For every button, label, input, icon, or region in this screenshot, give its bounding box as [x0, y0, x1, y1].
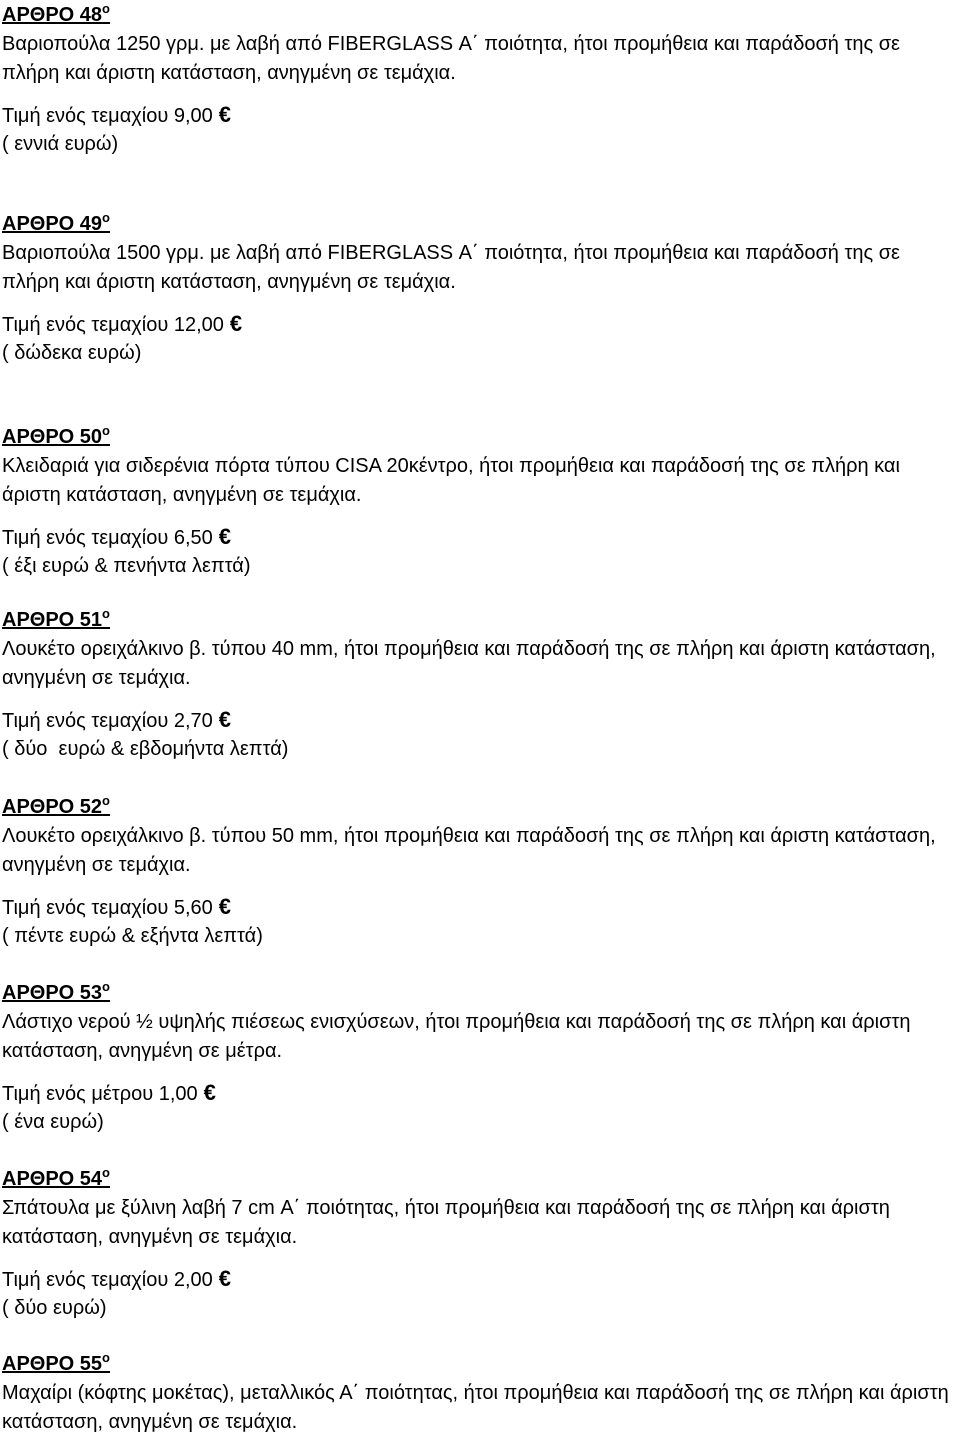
article-description: Λάστιχο νερού ½ υψηλής πιέσεως ενισχύσεων, ήτοι προμήθεια και παράδοσή της σε πλήρη και άριστη κατάσταση, ανηγμένη σε μέτρα. [2, 1011, 911, 1062]
article-description: Λουκέτο ορειχάλκινο β. τύπου 50 mm, ήτοι προμήθεια και παράδοσή της σε πλήρη και άριστη κατάσταση, ανηγμένη σε τεμάχια. [2, 825, 936, 876]
price-in-words: ( πέντε ευρώ & εξήντα λεπτά) [2, 925, 263, 947]
price-in-words: ( δώδεκα ευρώ) [2, 342, 142, 364]
price-line [2, 707, 958, 736]
price-line [2, 1266, 958, 1295]
ordinal-superscript: ο [102, 210, 110, 225]
euro-icon: € [218, 707, 231, 732]
article-50 [2, 424, 958, 580]
price-line [2, 1080, 958, 1109]
article-54 [2, 1166, 958, 1322]
euro-icon: € [218, 102, 231, 127]
ordinal-superscript: ο [102, 1350, 110, 1365]
price-in-words: ( έξι ευρώ & πενήντα λεπτά) [2, 555, 251, 577]
article-heading: ΑΡΘΡΟ $52^o$ [2, 793, 110, 818]
article-description: Λουκέτο ορειχάλκινο β. τύπου 40 mm, ήτοι προμήθεια και παράδοσή της σε πλήρη και άριστη κατάσταση, ανηγμένη σε τεμάχια. [2, 638, 936, 689]
price-line [2, 311, 958, 340]
price-line [2, 102, 958, 131]
article-49 [2, 211, 958, 367]
price-line [2, 894, 958, 923]
article-description: Κλειδαριά για σιδερένια πόρτα τύπου CISA 20κέντρο, ήτοι προμήθεια και παράδοσή της σε πλήρη και άριστη κατάσταση, ανηγμένη σε τεμάχια. [2, 455, 900, 506]
price-in-words: ( ένα ευρώ) [2, 1111, 104, 1133]
article-heading: ΑΡΘΡΟ $53^o$ [2, 979, 110, 1004]
article-heading: ΑΡΘΡΟ $50^o$ [2, 423, 110, 448]
article-heading: ΑΡΘΡΟ $54^o$ [2, 1165, 110, 1190]
euro-icon: € [203, 1080, 216, 1105]
article-heading: ΑΡΘΡΟ $48^o$ [2, 1, 110, 26]
ordinal-superscript: ο [102, 606, 110, 621]
article-heading: ΑΡΘΡΟ $55^o$ [2, 1350, 110, 1375]
article-heading: ΑΡΘΡΟ $51^o$ [2, 606, 110, 631]
price-label: Τιμή ενός τεμαχίου 5,60 [2, 897, 213, 919]
price-in-words: ( εννιά ευρώ) [2, 133, 119, 155]
price-line [2, 524, 958, 553]
price-in-words: ( δύο ευρώ) [2, 1297, 107, 1319]
article-52 [2, 794, 958, 950]
ordinal-superscript: ο [102, 793, 110, 808]
article-description: Σπάτουλα με ξύλινη λαβή 7 cm Α΄ ποιότητας, ήτοι προμήθεια και παράδοσή της σε πλήρη και άριστη κατάσταση, ανηγμένη σε τεμάχια. [2, 1197, 890, 1248]
article-53 [2, 980, 958, 1136]
price-label: Τιμή ενός μέτρου 1,00 [2, 1083, 198, 1105]
article-heading: ΑΡΘΡΟ $49^o$ [2, 210, 110, 235]
euro-icon: € [218, 1266, 231, 1291]
article-51 [2, 607, 958, 763]
price-label: Τιμή ενός τεμαχίου 9,00 [2, 105, 213, 127]
price-label: Τιμή ενός τεμαχίου 2,00 [2, 1269, 213, 1291]
ordinal-superscript: ο [102, 423, 110, 438]
article-48 [2, 2, 958, 158]
euro-icon: € [218, 524, 231, 549]
price-label: Τιμή ενός τεμαχίου 6,50 [2, 527, 213, 549]
article-description: Βαριοπούλα 1500 γρμ. με λαβή από FIBERGLASS Α΄ ποιότητα, ήτοι προμήθεια και παράδοσή της σε πλήρη και άριστη κατάσταση, ανηγμένη σε τεμάχια. [2, 242, 900, 293]
euro-icon: € [218, 894, 231, 919]
price-in-words: ( δύο ευρώ & εβδομήντα λεπτά) [2, 738, 289, 760]
ordinal-superscript: ο [102, 1165, 110, 1180]
ordinal-superscript: ο [102, 979, 110, 994]
ordinal-superscript: ο [102, 1, 110, 16]
article-description: Βαριοπούλα 1250 γρμ. με λαβή από FIBERGLASS Α΄ ποιότητα, ήτοι προμήθεια και παράδοσή της σε πλήρη και άριστη κατάσταση, ανηγμένη σε τεμάχια. [2, 33, 900, 84]
article-description: Μαχαίρι (κόφτης μοκέτας), μεταλλικός Α΄ ποιότητας, ήτοι προμήθεια και παράδοσή της σε πλήρη και άριστη κατάσταση, ανηγμένη σε τεμάχια. [2, 1382, 949, 1433]
article-55 [2, 1351, 958, 1437]
price-label: Τιμή ενός τεμαχίου 2,70 [2, 710, 213, 732]
price-label: Τιμή ενός τεμαχίου 12,00 [2, 314, 224, 336]
euro-icon: € [229, 311, 243, 336]
